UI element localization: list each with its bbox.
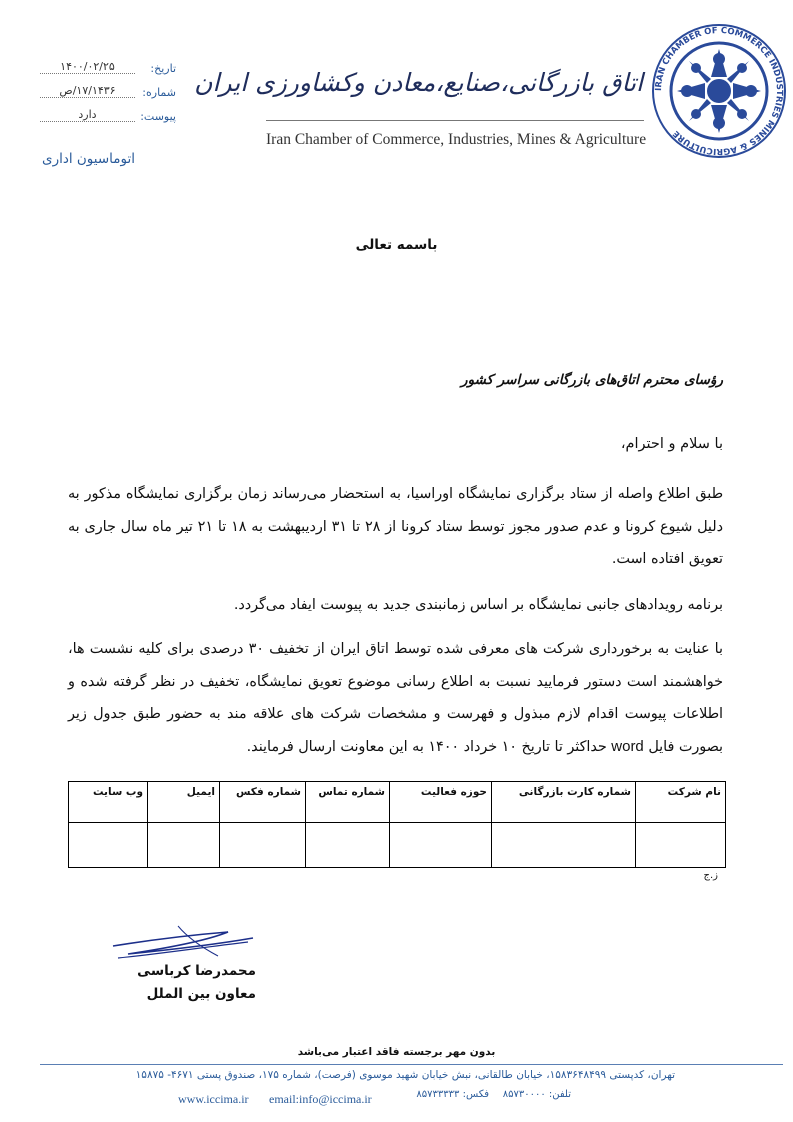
paragraph-discount-request [68, 633, 723, 763]
chamber-logo [650, 22, 788, 160]
table-cell [69, 823, 148, 868]
signer-name: محمدرضا کرباسی [137, 963, 256, 979]
attachment-label: پیوست: [140, 110, 176, 123]
footer-phone: تلفن: ۸۵۷۳۰۰۰۰ [502, 1089, 571, 1100]
attachment-field [40, 108, 180, 126]
table-row [69, 823, 726, 868]
greeting: با سلام و احترام، [620, 436, 723, 452]
paragraph-postponement: طبق اطلاع واصله از ستاد برگزاری نمایشگاه اوراسیا، به استحضار می‌رساند زمان برگزاری نمایشگاه مذکور به دلیل شیوع کرونا و عدم صدور مجوز توسط ستاد کرونا از ۲۸ تا ۳۱ اردیبهشت به ۱۸ تا ۲۱ تیر ماه سال جاری به تعویق افتاده است. [68, 486, 723, 567]
number-value: ۱۷/۱۴۳۶/ص [40, 84, 135, 98]
header-divider [266, 120, 644, 121]
footer-email: email:info@iccima.ir [269, 1092, 372, 1106]
invocation: باسمه تعالی [355, 237, 438, 253]
chamber-name-persian: اتاق بازرگانی،صنایع،معادن وکشاورزی ایران [194, 68, 643, 97]
logo-ring-text: IRAN CHAMBER OF COMMERCE INDUSTRIES MINES & AGRICULTURE [653, 25, 785, 157]
column-header-fax: شماره فکس [220, 782, 306, 823]
typist-initials: ز.ج [703, 870, 718, 881]
handwritten-signature [108, 918, 258, 968]
validity-note: بدون مهر برجسته فاقد اعتبار می‌باشد [297, 1046, 496, 1058]
attachment-value: دارد [40, 108, 135, 122]
column-header-phone: شماره تماس [306, 782, 390, 823]
table-cell [492, 823, 636, 868]
date-field [40, 60, 180, 78]
number-label: شماره: [142, 86, 176, 99]
logo-rosette [677, 49, 761, 133]
table-cell [636, 823, 726, 868]
date-label: تاریخ: [150, 62, 176, 75]
date-value: ۱۴۰۰/۰۲/۲۵ [40, 60, 135, 74]
company-info-table [68, 781, 726, 868]
table-header-row [69, 782, 726, 823]
chamber-name-english: Iran Chamber of Commerce, Industries, Mines & Agriculture [266, 131, 647, 148]
number-field [40, 84, 180, 102]
department-label: اتوماسیون اداری [42, 151, 135, 167]
table-cell [306, 823, 390, 868]
paragraph-text-after: حداکثر تا تاریخ ۱۰ خرداد ۱۴۰۰ به این معاونت ارسال فرمایند. [246, 738, 607, 755]
table-cell [220, 823, 306, 868]
addressee: رؤسای محترم اتاق‌های بازرگانی سراسر کشور [461, 372, 723, 388]
footer-divider [40, 1064, 783, 1065]
paragraph-side-events: برنامه رویدادهای جانبی نمایشگاه بر اساس زمانبندی جدید به پیوست ایفاد می‌گردد. [233, 597, 723, 613]
footer-fax: فکس: ۸۵۷۳۳۳۳۳ [416, 1089, 489, 1100]
word-file-format: word [611, 737, 644, 755]
column-header-activity-field: حوزه فعالیت [390, 782, 492, 823]
column-header-email: ایمیل [148, 782, 220, 823]
column-header-website: وب سایت [69, 782, 148, 823]
paragraph-text-before: با عنایت به برخورداری شرکت های معرفی شده توسط اتاق ایران از تخفیف ۳۰ درصدی برای کلیه نشست ها، خواهشمند است دستور فرمایید نسبت به اطلاع رسانی موضوع تعویق نمایشگاه، تخفیف در نظر گرفته شده و اطلاعات پیوست اقدام لازم مبذول و فهرست و مشخصات شرکت های علاقه مند به حضور طبق جدول زیر بصورت فایل [68, 641, 724, 755]
column-header-company-name: نام شرکت [636, 782, 726, 823]
footer-address: تهران، کدپستی ۱۵۸۳۶۴۸۴۹۹، خیابان طالقانی، نبش خیابان شهید موسوی (فرصت)، شماره ۱۷۵، صندوق پستی ۴۶۷۱- ۱۵۸۷۵ [135, 1069, 675, 1081]
table-cell [148, 823, 220, 868]
footer-website: www.iccima.ir [178, 1092, 249, 1106]
table-cell [390, 823, 492, 868]
column-header-business-card-number: شماره کارت بازرگانی [492, 782, 636, 823]
signer-title: معاون بین الملل [146, 986, 256, 1002]
